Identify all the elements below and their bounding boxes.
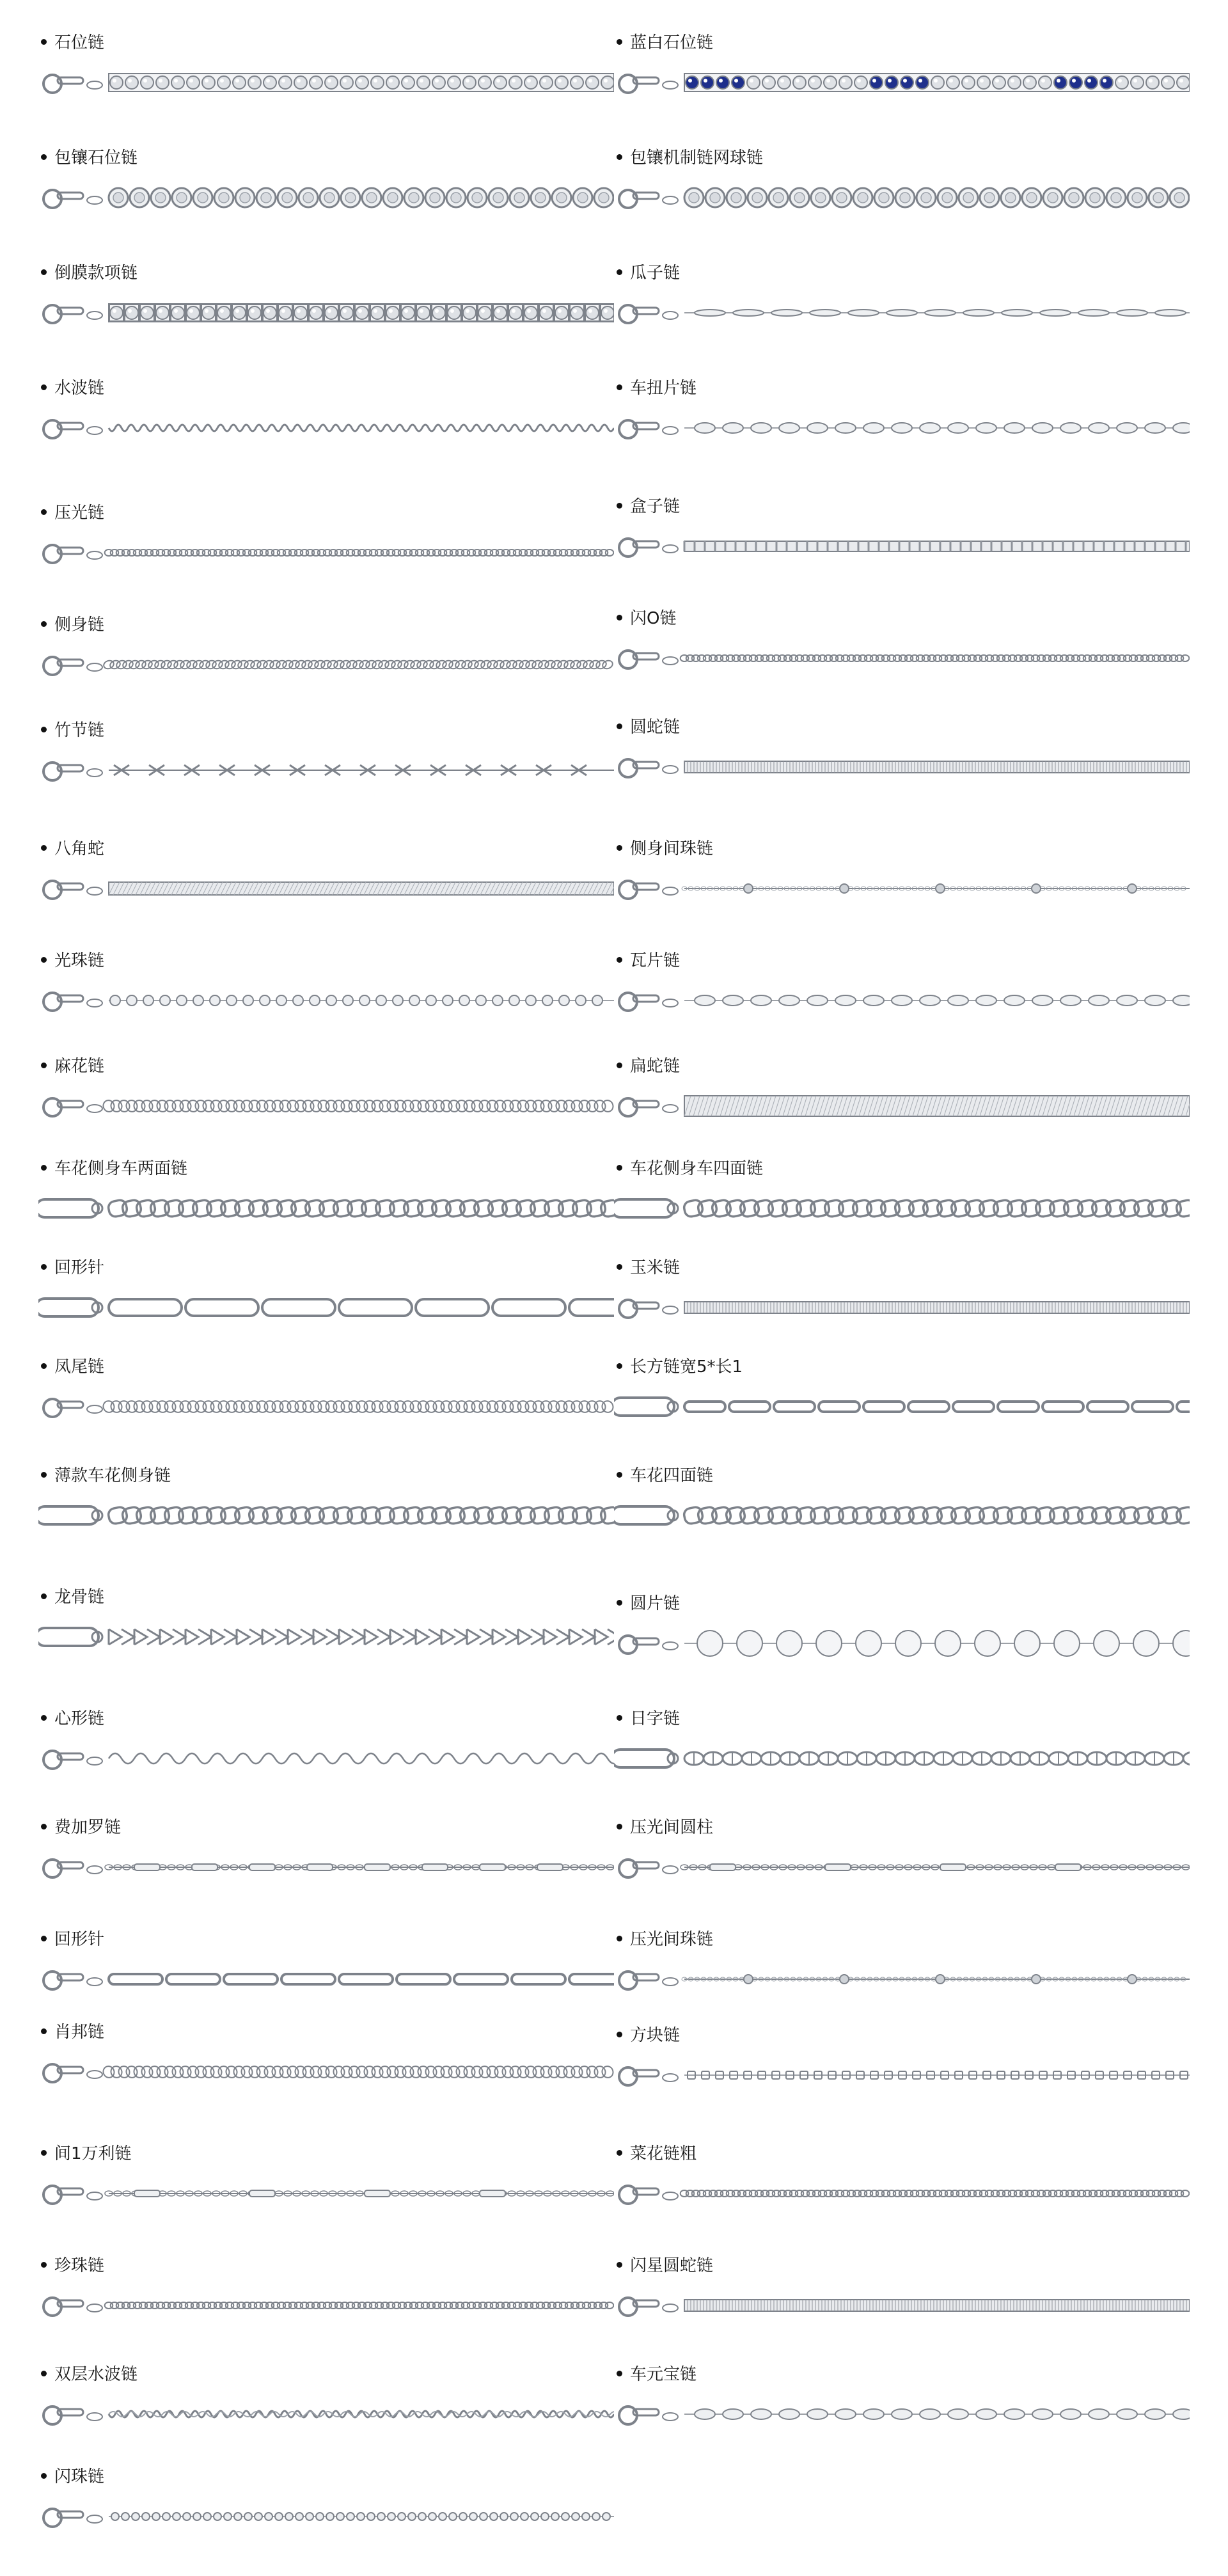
chain-name-text: 闪珠链	[54, 2467, 105, 2486]
chain-image	[38, 1285, 614, 1330]
chain-name-text: 倒膜款项链	[54, 264, 138, 283]
bullet-icon	[617, 1824, 622, 1829]
bullet-icon	[41, 1936, 47, 1941]
chain-image	[38, 2050, 614, 2094]
chain-name-text: 麻花链	[54, 1057, 105, 1076]
chain-name-text: 日字链	[630, 1709, 681, 1728]
chain-name	[614, 1929, 713, 1950]
chain-image	[38, 1186, 614, 1231]
chain-image	[614, 1621, 1190, 1666]
chain-image	[38, 60, 614, 105]
bullet-icon	[41, 2262, 47, 2268]
chain-name-text: 车元宝链	[630, 2365, 697, 2384]
chain-item	[614, 1158, 1190, 1235]
chain-name	[38, 32, 104, 54]
chain-name-text: 压光链	[54, 503, 105, 523]
chain-name-text: 肖邦链	[54, 2023, 105, 2042]
chain-name	[38, 2143, 132, 2165]
chain-image	[614, 866, 1190, 911]
chain-image	[38, 1845, 614, 1890]
chain-name-text: 回形针	[54, 1930, 105, 1949]
bullet-icon	[41, 2473, 47, 2479]
chain-name	[614, 1465, 713, 1487]
chain-name	[38, 377, 104, 399]
chain-item	[38, 262, 614, 339]
chain-item	[38, 502, 614, 579]
chain-image	[614, 1384, 1190, 1429]
chain-image	[614, 2053, 1190, 2098]
chain-name	[614, 2025, 680, 2046]
chain-name-text: 龙骨链	[54, 1588, 105, 1607]
chain-image	[614, 406, 1190, 450]
bullet-icon	[41, 957, 47, 963]
bullet-icon	[617, 269, 622, 275]
chain-image	[38, 406, 614, 450]
chain-name	[614, 950, 680, 972]
chain-item	[614, 1817, 1190, 1893]
chain-name	[614, 1257, 680, 1279]
bullet-icon	[41, 2150, 47, 2156]
chain-image	[614, 1736, 1190, 1781]
bullet-icon	[617, 2371, 622, 2376]
bullet-icon	[41, 1264, 47, 1270]
chain-name-text: 压光间圆柱	[630, 1818, 714, 1837]
chain-item	[38, 1817, 614, 1893]
chain-name	[38, 2021, 104, 2043]
chain-image	[38, 1736, 614, 1781]
chain-item	[38, 32, 614, 109]
chain-name	[614, 377, 697, 399]
chain-name	[614, 262, 680, 284]
chain-name	[614, 1817, 713, 1838]
chain-image	[38, 1493, 614, 1538]
chain-name	[614, 1708, 680, 1730]
chain-name-text: 盒子链	[630, 497, 681, 516]
chain-item	[38, 1465, 614, 1542]
bullet-icon	[617, 957, 622, 963]
chain-name	[38, 1465, 171, 1487]
bullet-icon	[617, 384, 622, 390]
chain-image	[614, 2171, 1190, 2216]
chain-image	[614, 1186, 1190, 1231]
bullet-icon	[617, 1063, 622, 1068]
chain-name	[614, 716, 680, 738]
chain-image	[38, 2283, 614, 2328]
chain-item	[614, 716, 1190, 793]
chain-name	[614, 496, 680, 518]
chain-name-text: 闪星圆蛇链	[630, 2256, 714, 2275]
bullet-icon	[41, 2371, 47, 2376]
chain-image	[614, 175, 1190, 220]
chain-image	[38, 1957, 614, 2002]
chain-name-text: 圆片链	[630, 1594, 681, 1613]
bullet-icon	[617, 1472, 622, 1478]
chain-name-text: 薄款车花侧身链	[54, 1466, 171, 1485]
bullet-icon	[617, 2032, 622, 2037]
chain-name-text: 侧身间珠链	[630, 839, 714, 858]
chain-name	[38, 1929, 104, 1950]
chain-name-text: 蓝白石位链	[630, 33, 714, 52]
bullet-icon	[41, 154, 47, 160]
chain-name	[614, 608, 676, 629]
chain-name-text: 车扭片链	[630, 379, 697, 398]
bullet-icon	[617, 154, 622, 160]
chain-image	[38, 2392, 614, 2437]
bullet-icon	[617, 39, 622, 45]
bullet-icon	[617, 2262, 622, 2268]
bullet-icon	[617, 1600, 622, 1606]
bullet-icon	[617, 723, 622, 729]
chain-item	[38, 147, 614, 224]
chain-name	[38, 262, 138, 284]
chain-name-text: 珍珠链	[54, 2256, 105, 2275]
chain-name-text: 方块链	[630, 2026, 681, 2045]
chain-item	[614, 1465, 1190, 1542]
chain-name-text: 压光间珠链	[630, 1930, 714, 1949]
chain-name	[38, 950, 104, 972]
chain-name-text: 包镶石位链	[54, 148, 138, 168]
chain-item	[38, 1356, 614, 1433]
chain-name	[614, 1356, 743, 1378]
chain-name-text: 光珠链	[54, 951, 105, 970]
chain-item	[614, 1356, 1190, 1433]
chain-name	[614, 1593, 680, 1615]
chain-item	[38, 838, 614, 915]
chain-item	[614, 2255, 1190, 2332]
bullet-icon	[41, 269, 47, 275]
chain-name-text: 车花侧身车两面链	[54, 1159, 188, 1178]
chain-image	[614, 1957, 1190, 2002]
chain-item	[614, 377, 1190, 454]
chain-name-text: 间1万利链	[54, 2144, 132, 2163]
chain-name	[38, 720, 104, 741]
chain-item	[38, 377, 614, 454]
chain-name	[38, 147, 138, 169]
chain-name-text: 石位链	[54, 33, 105, 52]
bullet-icon	[617, 1936, 622, 1941]
chain-image	[38, 1615, 614, 1659]
chain-name-text: 长方链宽5*长1	[630, 1357, 743, 1377]
chain-item	[38, 2255, 614, 2332]
chain-image	[614, 2283, 1190, 2328]
chain-name	[38, 2466, 104, 2488]
chain-name	[614, 2255, 713, 2277]
chain-name	[614, 32, 713, 54]
bullet-icon	[41, 1472, 47, 1478]
chain-item	[614, 1929, 1190, 2005]
chain-image	[38, 1084, 614, 1128]
chain-image	[38, 866, 614, 911]
bullet-icon	[41, 621, 47, 627]
chain-item	[614, 1055, 1190, 1132]
bullet-icon	[617, 615, 622, 620]
chain-item	[614, 1708, 1190, 1785]
bullet-icon	[41, 509, 47, 515]
chain-name	[38, 2255, 104, 2277]
chain-name-text: 瓜子链	[630, 264, 681, 283]
chain-image	[38, 978, 614, 1023]
chain-item	[38, 1929, 614, 2005]
chain-name-text: 侧身链	[54, 615, 105, 635]
chain-item	[38, 1158, 614, 1235]
chain-item	[38, 2143, 614, 2220]
chain-name	[38, 1586, 104, 1608]
chain-item	[614, 1593, 1190, 1670]
chain-name-text: 包镶机制链网球链	[630, 148, 764, 168]
chain-name	[38, 1158, 187, 1180]
bullet-icon	[617, 1165, 622, 1171]
chain-name	[614, 1158, 763, 1180]
bullet-icon	[41, 1165, 47, 1171]
chain-image	[38, 175, 614, 220]
chain-name	[614, 147, 763, 169]
bullet-icon	[617, 1264, 622, 1270]
bullet-icon	[617, 845, 622, 851]
chain-image	[614, 1285, 1190, 1330]
chain-image	[38, 748, 614, 793]
bullet-icon	[617, 2150, 622, 2156]
bullet-icon	[41, 1063, 47, 1068]
chain-name-text: 心形链	[54, 1709, 105, 1728]
chain-item	[614, 838, 1190, 915]
chain-item	[38, 950, 614, 1027]
chain-name-text: 回形针	[54, 1258, 105, 1277]
bullet-icon	[617, 1363, 622, 1369]
bullet-icon	[41, 1593, 47, 1599]
chain-name-text: 八角蛇	[54, 839, 105, 858]
chain-image	[614, 745, 1190, 789]
chain-item	[38, 2364, 614, 2440]
chain-name-text: 双层水波链	[54, 2365, 138, 2384]
bullet-icon	[41, 845, 47, 851]
chain-name	[614, 1055, 680, 1077]
chain-name-text: 圆蛇链	[630, 718, 681, 737]
chain-image	[614, 290, 1190, 335]
chain-item	[38, 1257, 614, 1334]
chain-image	[38, 530, 614, 575]
chain-name	[614, 2364, 697, 2385]
chain-image	[614, 636, 1190, 681]
chain-image	[614, 60, 1190, 105]
chain-item	[614, 1257, 1190, 1334]
chain-item	[614, 262, 1190, 339]
chain-name	[38, 1055, 104, 1077]
chain-item	[38, 2466, 614, 2543]
chain-name	[614, 838, 713, 860]
chain-name	[38, 838, 104, 860]
chain-image	[614, 1084, 1190, 1128]
chain-name-text: 菜花链粗	[630, 2144, 697, 2163]
chain-name	[38, 1817, 121, 1838]
bullet-icon	[617, 1715, 622, 1721]
chain-image	[614, 1493, 1190, 1538]
chain-item	[614, 2143, 1190, 2220]
chain-image	[614, 1845, 1190, 1890]
chain-name-text: 车花四面链	[630, 1466, 714, 1485]
chain-image	[614, 2392, 1190, 2437]
bullet-icon	[41, 1715, 47, 1721]
chain-name-text: 玉米链	[630, 1258, 681, 1277]
chain-name-text: 闪O链	[630, 609, 677, 628]
bullet-icon	[41, 384, 47, 390]
chain-image	[38, 2494, 614, 2539]
chain-name	[38, 502, 104, 524]
chain-name-text: 凤尾链	[54, 1357, 105, 1377]
bullet-icon	[41, 2028, 47, 2034]
chain-image	[38, 290, 614, 335]
chain-image	[614, 978, 1190, 1023]
chain-item	[38, 1708, 614, 1785]
chain-item	[614, 32, 1190, 109]
chain-item	[38, 1586, 614, 1663]
chain-name-text: 水波链	[54, 379, 105, 398]
bullet-icon	[41, 727, 47, 732]
chain-image	[38, 2171, 614, 2216]
chain-item	[614, 950, 1190, 1027]
chain-item	[614, 608, 1190, 684]
chain-name-text: 费加罗链	[54, 1818, 122, 1837]
chain-name-text: 扁蛇链	[630, 1057, 681, 1076]
chain-item	[614, 2025, 1190, 2101]
chain-name-text: 车花侧身车四面链	[630, 1159, 764, 1178]
chain-item	[614, 496, 1190, 573]
bullet-icon	[617, 503, 622, 509]
chain-name-text: 瓦片链	[630, 951, 681, 970]
bullet-icon	[41, 1363, 47, 1369]
chain-name	[38, 1257, 104, 1279]
chain-item	[38, 1055, 614, 1132]
chain-image	[38, 642, 614, 687]
bullet-icon	[41, 1824, 47, 1829]
chain-name	[614, 2143, 697, 2165]
chain-name	[38, 1708, 104, 1730]
chain-item	[38, 720, 614, 796]
chain-name	[38, 614, 104, 636]
chain-name	[38, 1356, 104, 1378]
bullet-icon	[41, 39, 47, 45]
chain-item	[38, 2021, 614, 2098]
chain-item	[38, 614, 614, 691]
chain-name-text: 竹节链	[54, 721, 105, 740]
chain-item	[614, 2364, 1190, 2440]
chain-image	[614, 524, 1190, 569]
chain-image	[38, 1384, 614, 1429]
chain-name	[38, 2364, 138, 2385]
chain-item	[614, 147, 1190, 224]
